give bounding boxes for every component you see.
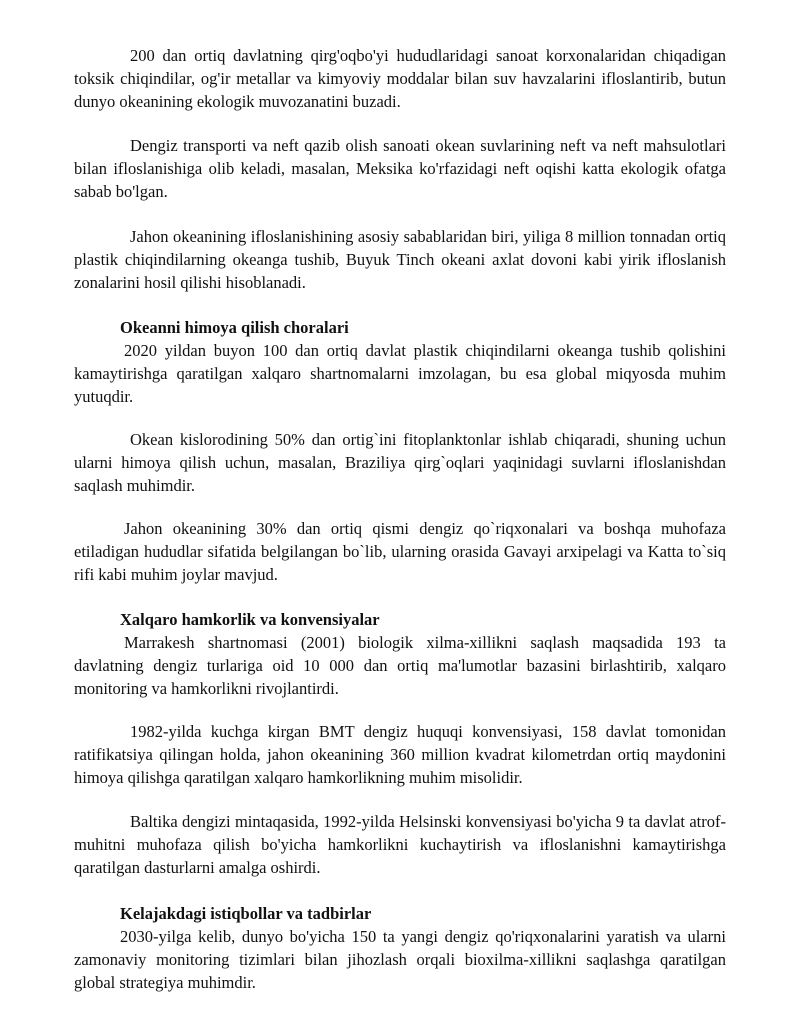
paragraph-marrakesh-treaty: Marrakesh shartnomasi (2001) biologik xilma-xillikni saqlash maqsadida 193 ta davlatning dengiz turlariga oid 10 000 dan ortiq ma'lumotlar bazasini birlashtirib, xalqaro monitoring va hamkorlikni rivojlantirdi. [74,633,726,698]
paragraph-oil-pollution: Dengiz transporti va neft qazib olish sanoati okean suvlarining neft va neft mahsulotlari bilan ifloslanishiga olib keladi, masalan, Meksika ko'rfazidagi neft oqishi katta ekologik ofatga sabab bo'lgan. [74,136,726,201]
paragraph-industrial-waste: 200 dan ortiq davlatning qirg'oqbo'yi hududlaridagi sanoat korxonalaridan chiqadigan toksik chiqindilar, og'ir metallar va kimyoviy moddalar bilan suv havzalarini ifloslantirib, butun dunyo okeanining ekologik muvozanatini buzadi. [74,46,726,111]
paragraph-2030-strategy: 2030-yilga kelib, dunyo bo'yicha 150 ta yangi dengiz qo'riqxonalarini yaratish va ularni zamonaviy monitoring tizimlari bilan jihozlash orqali bioxilma-xillikni saqlashga qaratilgan global strategiya muhimdir. [74,927,726,992]
section-heading-future-prospects: Kelajakdagi istiqbollar va tadbirlar [120,904,372,923]
section-heading-ocean-protection: Okeanni himoya qilish choralari [120,318,349,337]
paragraph-phytoplankton: Okean kislorodining 50% dan ortig`ini fitoplanktonlar ishlab chiqaradi, shuning uchun ularni himoya qilish uchun, masalan, Braziliya qirg`oqlari yaqinidagi suvlarni ifloslanishdan saqlash muhimdir. [74,430,726,495]
paragraph-plastic-waste: Jahon okeanining ifloslanishining asosiy sabablaridan biri, yiliga 8 million tonnadan ortiq plastik chiqindilarning okeanga tushib, Buyuk Tinch okeani axlat dovoni kabi yirik ifloslanish zonalarini hosil qilishi hisoblanadi. [74,227,726,292]
section-heading-international-cooperation: Xalqaro hamkorlik va konvensiyalar [120,610,380,629]
paragraph-helsinki-convention: Baltika dengizi mintaqasida, 1992-yilda Helsinski konvensiyasi bo'yicha 9 ta davlat atrof-muhitni muhofaza qilish bo'yicha hamkorlikni kuchaytirish va ifloslanishni kamaytirishga qaratilgan dasturlarni amalga oshirdi. [74,812,726,877]
paragraph-marine-reserves: Jahon okeanining 30% dan ortiq qismi dengiz qo`riqxonalari va boshqa muhofaza etiladigan hududlar sifatida belgilangan bo`lib, ularning orasida Gavayi arxipelagi va Katta to`siq rifi kabi muhim joylar mavjud. [74,519,726,584]
paragraph-un-convention: 1982-yilda kuchga kirgan BMT dengiz huquqi konvensiyasi, 158 davlat tomonidan ratifikatsiya qilingan holda, jahon okeanining 360 million kvadrat kilometrdan ortiq maydonini himoya qilishga qaratilgan xalqaro hamkorlikning muhim misolidir. [74,722,726,787]
paragraph-plastic-treaties: 2020 yildan buyon 100 dan ortiq davlat plastik chiqindilarni okeanga tushib qolishini kamaytirishga qaratilgan xalqaro shartnomalarni imzolagan, bu esa global miqyosda muhim yutuqdir. [74,341,726,406]
